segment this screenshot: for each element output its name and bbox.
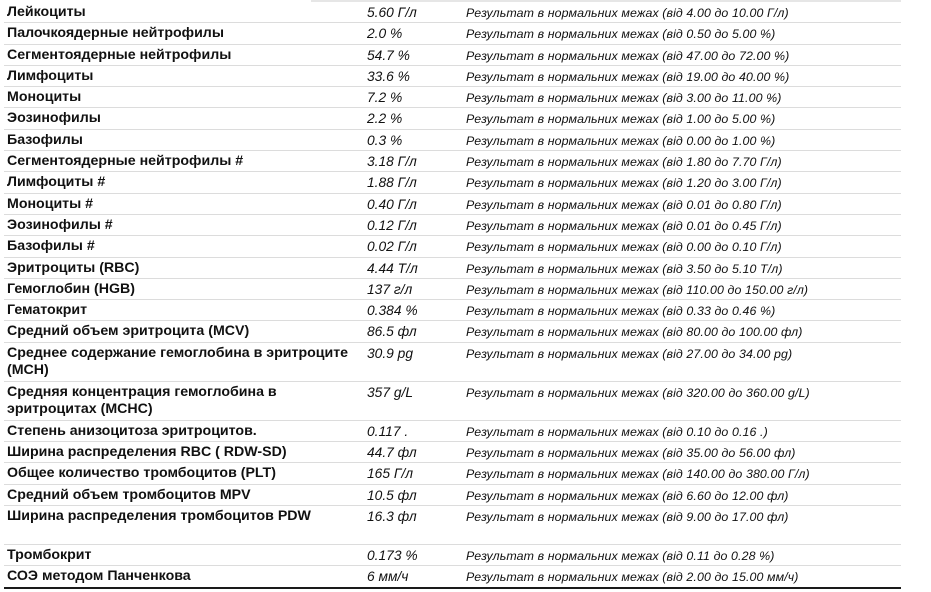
table-row <box>4 485 901 506</box>
test-value: 4.44 Т/л <box>367 260 418 276</box>
test-name: Лимфоциты # <box>7 174 106 191</box>
test-result: Результат в нормальних межах (від 0.33 до 0.46 %) <box>466 304 776 319</box>
test-result: Результат в нормальних межах (від 3.50 до 5.10 Т/л) <box>466 261 783 276</box>
lab-results-table <box>4 2 901 589</box>
test-result: Результат в нормальних межах (від 1.80 до 7.70 Г/л) <box>466 155 782 170</box>
test-name: Эритроциты (RBC) <box>7 259 140 276</box>
table-row <box>4 300 901 321</box>
test-name: Эозинофилы <box>7 110 101 127</box>
test-name: Палочкоядерные нейтрофилы <box>7 25 224 42</box>
test-result: Результат в нормальних межах (від 0.50 до 5.00 %) <box>466 27 776 42</box>
test-result: Результат в нормальних межах (від 1.20 до 3.00 Г/л) <box>466 176 782 191</box>
table-row <box>4 382 901 421</box>
test-value: 2.0 % <box>367 26 403 42</box>
table-row <box>4 215 901 236</box>
test-result: Результат в нормальних межах (від 320.00 до 360.00 g/L) <box>466 385 810 400</box>
table-row <box>4 66 901 87</box>
test-result: Результат в нормальних межах (від 35.00 до 56.00 фл) <box>466 446 796 461</box>
table-row <box>4 442 901 463</box>
table-row <box>4 172 901 193</box>
test-value: 0.173 % <box>367 547 418 563</box>
test-value: 0.12 Г/л <box>367 217 417 233</box>
table-row <box>4 2 901 23</box>
test-name: Эозинофилы # <box>7 216 113 233</box>
test-value: 357 g/L <box>367 384 414 400</box>
table-row <box>4 87 901 108</box>
test-value: 0.3 % <box>367 132 403 148</box>
test-value: 6 мм/ч <box>367 569 409 585</box>
test-result: Результат в нормальних межах (від 4.00 до 10.00 Г/л) <box>466 6 789 20</box>
test-result: Результат в нормальних межах (від 27.00 до 34.00 pg) <box>466 346 793 361</box>
test-result: Результат в нормальних межах (від 0.11 до 0.28 %) <box>466 548 775 563</box>
test-name: Базофилы <box>7 131 83 148</box>
test-value: 30.9 pg <box>367 345 414 361</box>
test-result: Результат в нормальних межах (від 0.00 до 1.00 %) <box>466 133 776 148</box>
test-name: Ширина распределения тромбоцитов PDW <box>7 507 311 524</box>
test-name: Лейкоциты <box>7 4 86 20</box>
table-row <box>4 45 901 66</box>
test-value: 33.6 % <box>367 68 410 84</box>
table-row <box>4 23 901 44</box>
table-row <box>4 566 901 588</box>
test-result: Результат в нормальних межах (від 6.60 до 12.00 фл) <box>466 488 789 503</box>
test-name: СОЭ методом Панченкова <box>7 568 191 585</box>
table-row <box>4 506 901 545</box>
test-value: 2.2 % <box>367 111 403 127</box>
test-value: 0.117 . <box>367 423 409 439</box>
table-row <box>4 421 901 442</box>
table-row <box>4 343 901 382</box>
test-value: 86.5 фл <box>367 324 417 340</box>
table-row <box>4 236 901 257</box>
test-result: Результат в нормальних межах (від 9.00 до 17.00 фл) <box>466 509 789 524</box>
test-result: Результат в нормальних межах (від 140.00 до 380.00 Г/л) <box>466 467 810 482</box>
test-result: Результат в нормальних межах (від 0.10 до 0.16 .) <box>466 424 768 439</box>
table-row <box>4 545 901 566</box>
table-row <box>4 108 901 129</box>
test-result: Результат в нормальних межах (від 3.00 до 11.00 %) <box>466 91 782 106</box>
test-name: Сегментоядерные нейтрофилы # <box>7 153 244 170</box>
test-value: 44.7 фл <box>367 445 417 461</box>
test-name: Базофилы # <box>7 238 95 255</box>
table-row <box>4 321 901 342</box>
test-name: Гематокрит <box>7 302 88 319</box>
test-name: Средний объем эритроцита (MCV) <box>7 323 250 340</box>
test-name: Средний объем тромбоцитов MPV <box>7 486 251 503</box>
test-value: 5.60 Г/л <box>367 5 417 20</box>
test-result: Результат в нормальних межах (від 0.01 до 0.45 Г/л) <box>466 218 782 233</box>
table-row <box>4 194 901 215</box>
test-name: Тромбокрит <box>7 546 92 563</box>
test-name: Гемоглобин (HGB) <box>7 280 136 297</box>
test-value: 16.3 фл <box>367 508 417 524</box>
test-value: 7.2 % <box>367 90 403 106</box>
test-result: Результат в нормальних межах (від 1.00 до 5.00 %) <box>466 112 776 127</box>
test-name: Моноциты # <box>7 195 94 212</box>
test-name: Сегментоядерные нейтрофилы <box>7 46 232 63</box>
test-value: 137 г/л <box>367 281 413 297</box>
test-name: Лимфоциты <box>7 67 94 84</box>
test-value: 54.7 % <box>367 47 410 63</box>
test-name: Ширина распределения RBC ( RDW-SD) <box>7 444 287 461</box>
test-result: Результат в нормальних межах (від 80.00 до 100.00 фл) <box>466 325 803 340</box>
test-value: 0.384 % <box>367 303 418 319</box>
test-value: 0.02 Г/л <box>367 239 417 255</box>
test-name: Моноциты <box>7 89 82 106</box>
test-name: Среднее содержание гемоглобина в эритроците (MCH) <box>7 344 349 379</box>
test-name: Средняя концентрация гемоглобина в эритроцитах (MCHC) <box>7 383 277 418</box>
test-value: 10.5 фл <box>367 487 417 503</box>
test-result: Результат в нормальних межах (від 47.00 до 72.00 %) <box>466 48 790 63</box>
test-value: 1.88 Г/л <box>367 175 417 191</box>
test-value: 165 Г/л <box>367 466 413 482</box>
test-value: 3.18 Г/л <box>367 154 417 170</box>
table-row <box>4 279 901 300</box>
test-result: Результат в нормальних межах (від 19.00 до 40.00 %) <box>466 69 790 84</box>
table-row <box>4 463 901 484</box>
test-result: Результат в нормальних межах (від 2.00 до 15.00 мм/ч) <box>466 570 799 585</box>
test-result: Результат в нормальних межах (від 0.00 до 0.10 Г/л) <box>466 240 782 255</box>
test-name: Общее количество тромбоцитов (PLT) <box>7 465 276 482</box>
table-row <box>4 258 901 279</box>
test-result: Результат в нормальних межах (від 0.01 до 0.80 Г/л) <box>466 197 782 212</box>
table-row <box>4 151 901 172</box>
table-row <box>4 130 901 151</box>
test-value: 0.40 Г/л <box>367 196 417 212</box>
test-result: Результат в нормальних межах (від 110.00 до 150.00 г/л) <box>466 282 809 297</box>
test-name: Степень анизоцитоза эритроцитов. <box>7 422 257 439</box>
